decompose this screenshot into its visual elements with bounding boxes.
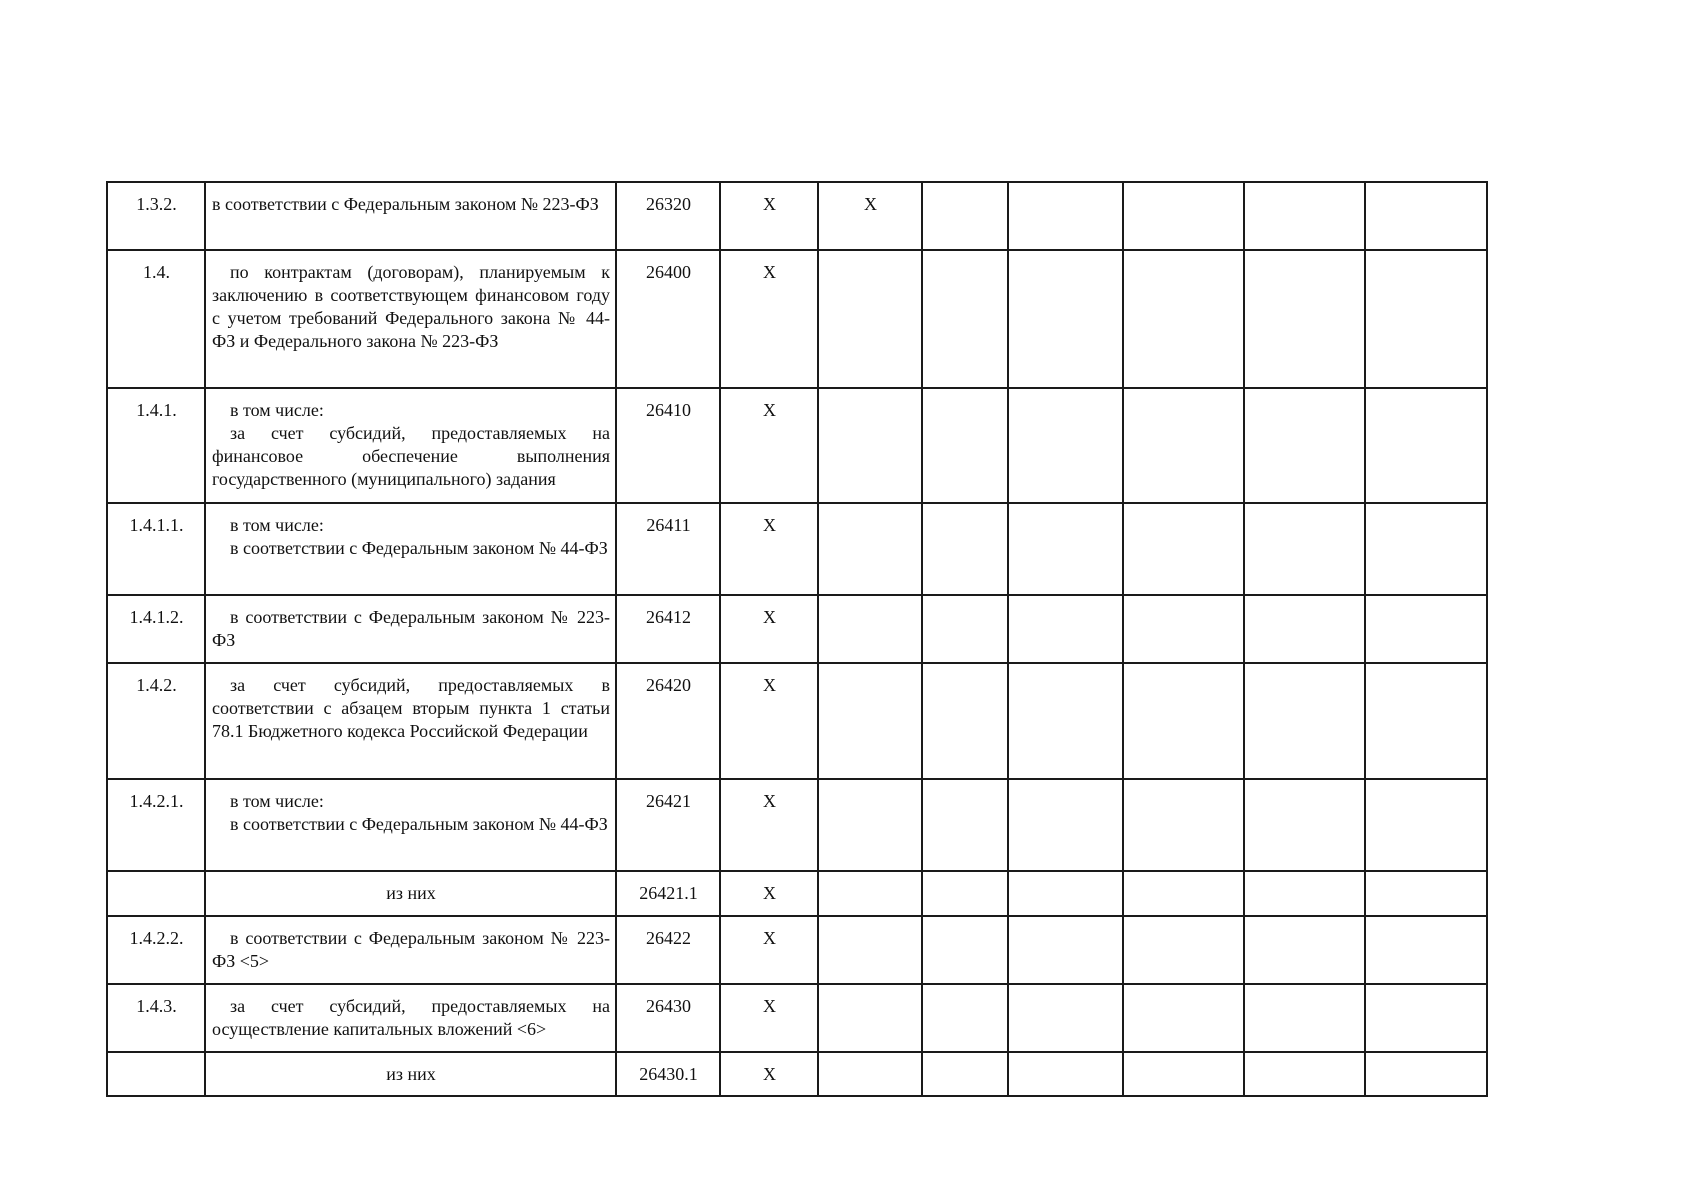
empty-cell [1123, 182, 1244, 250]
description-line: из них [386, 1064, 436, 1084]
empty-cell [1123, 663, 1244, 779]
cell-mark [818, 663, 922, 779]
table-row [107, 250, 1487, 388]
description-line: в соответствии с Федеральным законом № 223-ФЗ [212, 607, 610, 650]
row-number [107, 1052, 205, 1096]
row-code: 26411 [616, 503, 720, 595]
row-number: 1.4.2.1. [107, 779, 205, 871]
row-code: 26421.1 [616, 871, 720, 916]
description-line: за счет субсидий, предоставляемых на финансовое обеспечение выполнения государственного (муниципального) задания [212, 423, 610, 489]
row-number: 1.4.1.1. [107, 503, 205, 595]
empty-cell [922, 871, 1008, 916]
cell-mark: X [720, 663, 818, 779]
empty-cell [1244, 388, 1365, 503]
empty-cell [1365, 779, 1487, 871]
cell-mark [818, 984, 922, 1052]
empty-cell [1008, 595, 1123, 663]
description-line: в соответствии с Федеральным законом № 44-ФЗ [230, 538, 608, 558]
cell-mark: X [720, 595, 818, 663]
table-row [107, 779, 1487, 871]
empty-cell [1008, 663, 1123, 779]
description-line: за счет субсидий, предоставляемых на осуществление капитальных вложений <6> [212, 996, 610, 1039]
table-row [107, 663, 1487, 779]
table-row [107, 503, 1487, 595]
row-number: 1.4.1.2. [107, 595, 205, 663]
cell-mark [818, 250, 922, 388]
empty-cell [1008, 871, 1123, 916]
row-description [205, 984, 616, 1052]
empty-cell [922, 503, 1008, 595]
empty-cell [1008, 503, 1123, 595]
empty-cell [922, 595, 1008, 663]
table-row [107, 871, 1487, 916]
description-line: в том числе: [230, 791, 324, 811]
empty-cell [1365, 595, 1487, 663]
empty-cell [1244, 503, 1365, 595]
cell-mark: X [720, 503, 818, 595]
row-number: 1.4.1. [107, 388, 205, 503]
table-row [107, 182, 1487, 250]
empty-cell [1123, 1052, 1244, 1096]
empty-cell [922, 1052, 1008, 1096]
row-description [205, 388, 616, 503]
cell-mark: X [720, 871, 818, 916]
row-number: 1.4.2.2. [107, 916, 205, 984]
empty-cell [1008, 916, 1123, 984]
cell-mark: X [720, 250, 818, 388]
row-code: 26421 [616, 779, 720, 871]
empty-cell [1123, 388, 1244, 503]
cell-mark: X [720, 388, 818, 503]
empty-cell [922, 779, 1008, 871]
cell-mark [818, 916, 922, 984]
cell-mark: X [720, 1052, 818, 1096]
cell-mark: X [720, 779, 818, 871]
description-line: за счет субсидий, предоставляемых в соответствии с абзацем вторым пункта 1 статьи 78.1 Бюджетного кодекса Российской Федерации [212, 675, 610, 741]
empty-cell [1365, 916, 1487, 984]
empty-cell [1123, 503, 1244, 595]
cell-mark: X [720, 182, 818, 250]
row-description [205, 182, 616, 250]
table-row [107, 1052, 1487, 1096]
empty-cell [1365, 871, 1487, 916]
row-number: 1.4.3. [107, 984, 205, 1052]
row-description [205, 595, 616, 663]
description-line: по контрактам (договорам), планируемым к заключению в соответствующем финансовом году с учетом требований Федерального закона № 44-ФЗ и Федерального закона № 223-ФЗ [212, 262, 610, 351]
row-description [205, 663, 616, 779]
row-code: 26400 [616, 250, 720, 388]
empty-cell [1008, 984, 1123, 1052]
empty-cell [1244, 182, 1365, 250]
empty-cell [1244, 779, 1365, 871]
description-line: из них [386, 883, 436, 903]
empty-cell [1365, 250, 1487, 388]
row-number [107, 871, 205, 916]
empty-cell [1244, 1052, 1365, 1096]
cell-mark [818, 388, 922, 503]
empty-cell [1365, 1052, 1487, 1096]
cell-mark [818, 871, 922, 916]
row-code: 26420 [616, 663, 720, 779]
empty-cell [1365, 984, 1487, 1052]
empty-cell [1123, 779, 1244, 871]
empty-cell [922, 388, 1008, 503]
empty-cell [1365, 182, 1487, 250]
row-code: 26412 [616, 595, 720, 663]
empty-cell [922, 250, 1008, 388]
row-number: 1.3.2. [107, 182, 205, 250]
empty-cell [1365, 663, 1487, 779]
cell-mark: X [818, 182, 922, 250]
table-row [107, 984, 1487, 1052]
row-number: 1.4. [107, 250, 205, 388]
empty-cell [1244, 663, 1365, 779]
empty-cell [1365, 388, 1487, 503]
empty-cell [922, 916, 1008, 984]
table-row [107, 595, 1487, 663]
row-number: 1.4.2. [107, 663, 205, 779]
cell-mark [818, 1052, 922, 1096]
report-table [106, 181, 1488, 1097]
empty-cell [1008, 779, 1123, 871]
description-line: в том числе: [230, 400, 324, 420]
empty-cell [1123, 250, 1244, 388]
empty-cell [1123, 984, 1244, 1052]
cell-mark [818, 595, 922, 663]
row-description [205, 250, 616, 388]
description-line: в соответствии с Федеральным законом № 44-ФЗ [230, 814, 608, 834]
description-line: в том числе: [230, 515, 324, 535]
empty-cell [922, 663, 1008, 779]
empty-cell [1244, 984, 1365, 1052]
empty-cell [1123, 595, 1244, 663]
cell-mark: X [720, 984, 818, 1052]
row-code: 26430.1 [616, 1052, 720, 1096]
empty-cell [1244, 871, 1365, 916]
row-code: 26430 [616, 984, 720, 1052]
empty-cell [1123, 916, 1244, 984]
cell-mark: X [720, 916, 818, 984]
row-description [205, 1052, 616, 1096]
empty-cell [1244, 250, 1365, 388]
empty-cell [1008, 182, 1123, 250]
empty-cell [1008, 250, 1123, 388]
empty-cell [1365, 503, 1487, 595]
row-description [205, 503, 616, 595]
empty-cell [1244, 595, 1365, 663]
table-row [107, 388, 1487, 503]
row-code: 26320 [616, 182, 720, 250]
row-code: 26422 [616, 916, 720, 984]
row-description [205, 779, 616, 871]
description-line: в соответствии с Федеральным законом № 223-ФЗ [212, 194, 599, 214]
empty-cell [1244, 916, 1365, 984]
description-line: в соответствии с Федеральным законом № 223-ФЗ <5> [212, 928, 610, 971]
empty-cell [1008, 388, 1123, 503]
row-description [205, 871, 616, 916]
table-row [107, 916, 1487, 984]
empty-cell [922, 984, 1008, 1052]
row-description [205, 916, 616, 984]
cell-mark [818, 503, 922, 595]
cell-mark [818, 779, 922, 871]
empty-cell [922, 182, 1008, 250]
empty-cell [1123, 871, 1244, 916]
row-code: 26410 [616, 388, 720, 503]
empty-cell [1008, 1052, 1123, 1096]
